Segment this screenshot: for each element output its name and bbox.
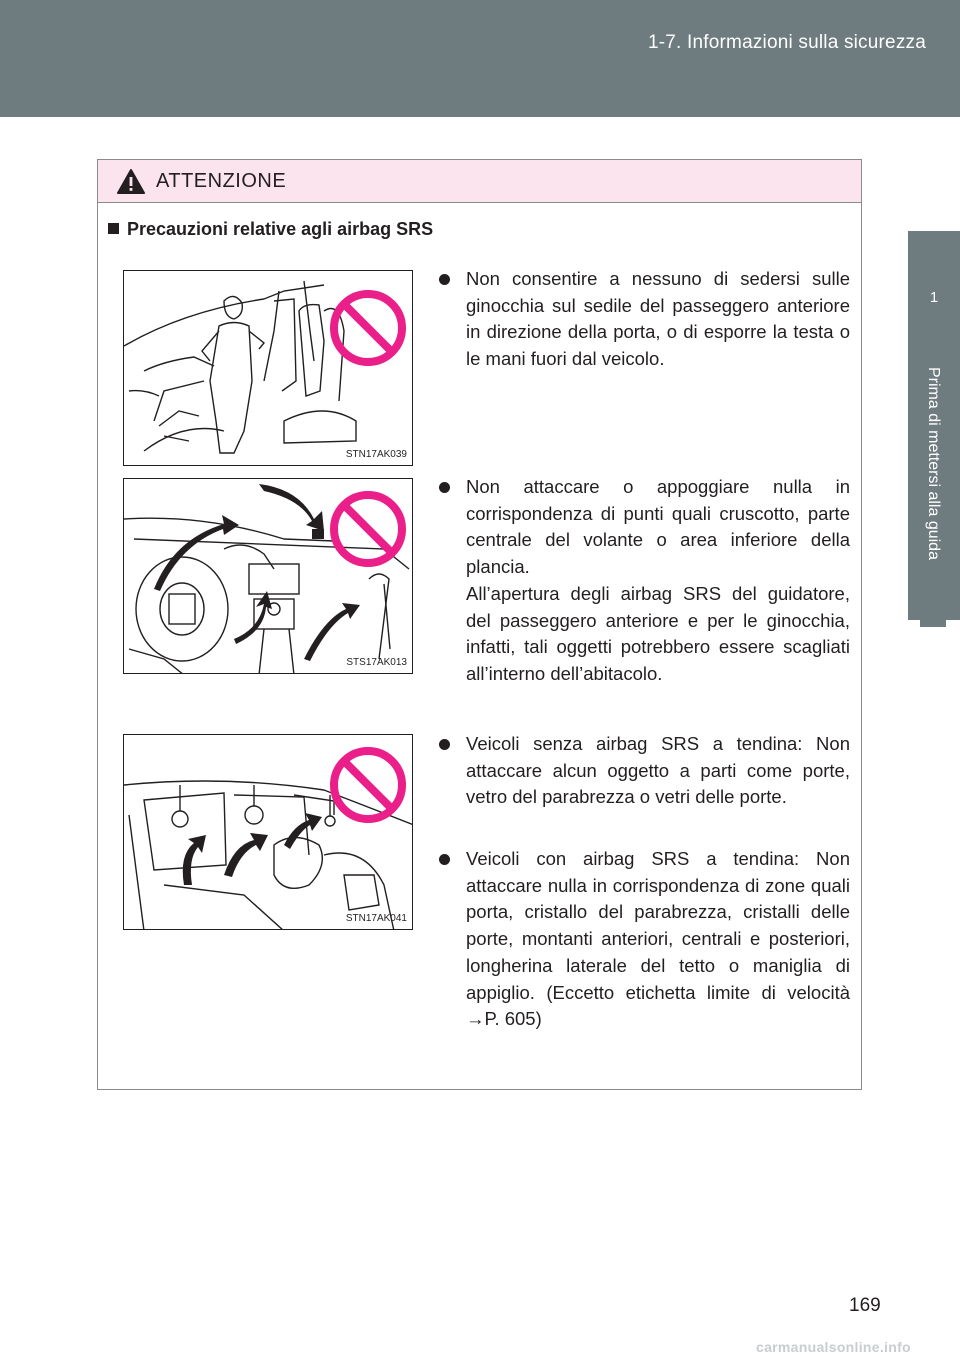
square-bullet-icon <box>108 223 119 234</box>
prohibition-sign-icon <box>334 294 402 362</box>
bullet-text: Veicoli con airbag SRS a tendina: Non attaccare nulla in corrispondenza di zone quali porta, cristallo del parabrezza, cristalli delle porte, montanti anteriori, centrali e posteriori, longherina laterale del tetto o maniglia di appiglio. (Eccetto etichetta limite di velocità →P. 605) <box>466 848 850 1030</box>
cabin-illustration <box>124 735 413 930</box>
figure-code: STN17AK041 <box>345 913 407 924</box>
prohibition-sign-icon <box>334 751 402 819</box>
prohibition-sign-icon <box>334 495 402 563</box>
chapter-number: 1 <box>929 289 939 306</box>
round-bullet-icon <box>439 854 450 865</box>
bullet-item <box>440 266 850 373</box>
warning-triangle-icon <box>116 168 146 195</box>
header-bar <box>0 0 960 117</box>
figure-passenger-seat <box>123 270 413 466</box>
dashboard-illustration <box>124 479 413 674</box>
bullet-text: Non attaccare o appoggiare nulla in corrispondenza di punti quali cruscotto, parte centrale del volante o area inferiore della plancia. <box>466 476 850 578</box>
chapter-label: Prima di mettersi alla guida <box>920 367 946 627</box>
subheading <box>108 219 433 240</box>
page-number: 169 <box>849 1295 881 1316</box>
passenger-seat-illustration <box>124 271 413 466</box>
round-bullet-icon <box>439 274 450 285</box>
figure-code: STS17AK013 <box>346 657 407 668</box>
bullet-text: Non consentire a nessuno di sedersi sulle ginocchia sul sedile del passeggero anteriore in direzione della porta, o di esporre la testa o le mani fuori dal veicolo. <box>466 268 850 370</box>
continuation-text: All’apertura degli airbag SRS del guidatore, del passeggero anteriore e per le ginocchia, infatti, tali oggetti potrebbero essere scagliati all’interno dell’abitacolo. <box>466 583 850 685</box>
warning-header <box>98 160 861 203</box>
round-bullet-icon <box>439 482 450 493</box>
figure-code: STN17AK039 <box>345 449 407 460</box>
watermark: carmanualsonline.info <box>756 1339 911 1355</box>
figure-dashboard <box>123 478 413 674</box>
section-title: 1-7. Informazioni sulla sicurezza <box>648 32 926 53</box>
warning-title: ATTENZIONE <box>156 170 287 192</box>
bullet-text: Veicoli senza airbag SRS a tendina: Non attaccare alcun oggetto a parti come porte, vetro del parabrezza o vetri delle porte. <box>466 733 850 808</box>
figure-cabin <box>123 734 413 930</box>
subheading-text: Precauzioni relative agli airbag SRS <box>127 219 434 239</box>
bullet-item <box>440 474 850 581</box>
bullet-item <box>440 846 850 1033</box>
round-bullet-icon <box>439 739 450 750</box>
bullet-item <box>440 731 850 811</box>
